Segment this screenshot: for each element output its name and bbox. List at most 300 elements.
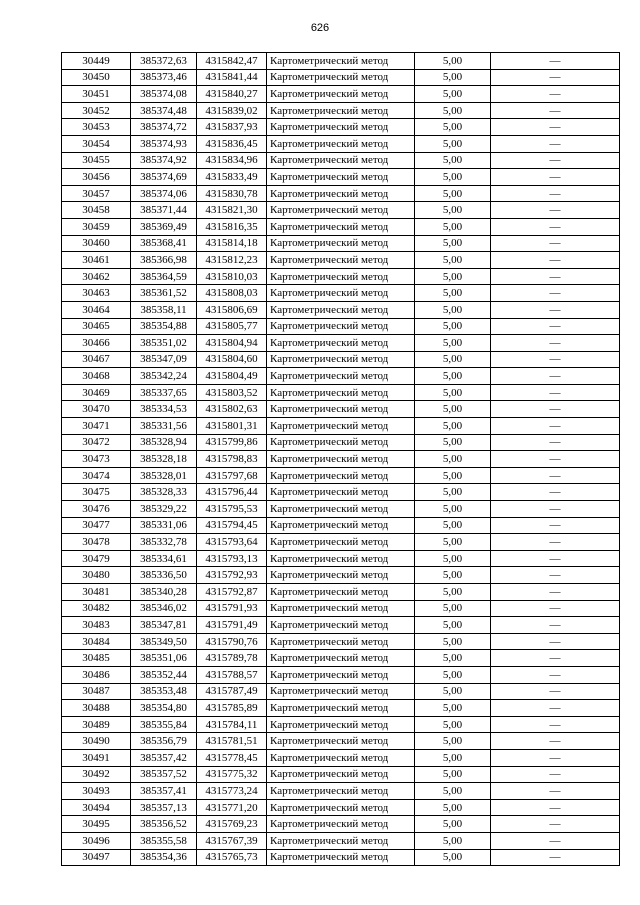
point-number-cell: 30485	[62, 650, 131, 667]
x-coordinate-cell: 385374,48	[131, 102, 197, 119]
point-number-cell: 30463	[62, 285, 131, 302]
table-row	[62, 567, 620, 584]
accuracy-cell: 5,00	[415, 832, 491, 849]
method-cell: Картометрический метод	[267, 318, 415, 335]
y-coordinate-cell: 4315767,39	[197, 832, 267, 849]
table-row	[62, 169, 620, 186]
note-cell: —	[491, 733, 620, 750]
method-cell: Картометрический метод	[267, 733, 415, 750]
table-row	[62, 683, 620, 700]
y-coordinate-cell: 4315793,64	[197, 534, 267, 551]
note-cell: —	[491, 584, 620, 601]
note-cell: —	[491, 567, 620, 584]
table-row	[62, 534, 620, 551]
method-cell: Картометрический метод	[267, 666, 415, 683]
accuracy-cell: 5,00	[415, 550, 491, 567]
x-coordinate-cell: 385366,98	[131, 252, 197, 269]
table-row	[62, 617, 620, 634]
table-row	[62, 600, 620, 617]
table-row	[62, 766, 620, 783]
note-cell: —	[491, 102, 620, 119]
accuracy-cell: 5,00	[415, 185, 491, 202]
table-row	[62, 816, 620, 833]
x-coordinate-cell: 385355,58	[131, 832, 197, 849]
accuracy-cell: 5,00	[415, 816, 491, 833]
method-cell: Картометрический метод	[267, 434, 415, 451]
table-row	[62, 218, 620, 235]
x-coordinate-cell: 385374,92	[131, 152, 197, 169]
y-coordinate-cell: 4315808,03	[197, 285, 267, 302]
note-cell: —	[491, 235, 620, 252]
y-coordinate-cell: 4315769,23	[197, 816, 267, 833]
page-number: 626	[310, 22, 330, 34]
y-coordinate-cell: 4315788,57	[197, 666, 267, 683]
table-row	[62, 733, 620, 750]
y-coordinate-cell: 4315840,27	[197, 86, 267, 103]
point-number-cell: 30449	[62, 53, 131, 70]
accuracy-cell: 5,00	[415, 135, 491, 152]
accuracy-cell: 5,00	[415, 484, 491, 501]
note-cell: —	[491, 285, 620, 302]
table-row	[62, 666, 620, 683]
y-coordinate-cell: 4315834,96	[197, 152, 267, 169]
x-coordinate-cell: 385358,11	[131, 301, 197, 318]
x-coordinate-cell: 385374,72	[131, 119, 197, 136]
accuracy-cell: 5,00	[415, 617, 491, 634]
table-row	[62, 550, 620, 567]
accuracy-cell: 5,00	[415, 783, 491, 800]
table-row	[62, 467, 620, 484]
accuracy-cell: 5,00	[415, 318, 491, 335]
x-coordinate-cell: 385336,50	[131, 567, 197, 584]
note-cell: —	[491, 301, 620, 318]
table-row	[62, 451, 620, 468]
note-cell: —	[491, 534, 620, 551]
method-cell: Картометрический метод	[267, 700, 415, 717]
y-coordinate-cell: 4315804,94	[197, 335, 267, 352]
method-cell: Картометрический метод	[267, 351, 415, 368]
y-coordinate-cell: 4315801,31	[197, 418, 267, 435]
note-cell: —	[491, 434, 620, 451]
point-number-cell: 30450	[62, 69, 131, 86]
x-coordinate-cell: 385374,69	[131, 169, 197, 186]
accuracy-cell: 5,00	[415, 53, 491, 70]
point-number-cell: 30492	[62, 766, 131, 783]
method-cell: Картометрический метод	[267, 384, 415, 401]
method-cell: Картометрический метод	[267, 799, 415, 816]
x-coordinate-cell: 385369,49	[131, 218, 197, 235]
point-number-cell: 30494	[62, 799, 131, 816]
method-cell: Картометрический метод	[267, 451, 415, 468]
point-number-cell: 30487	[62, 683, 131, 700]
y-coordinate-cell: 4315794,45	[197, 517, 267, 534]
y-coordinate-cell: 4315765,73	[197, 849, 267, 866]
accuracy-cell: 5,00	[415, 235, 491, 252]
y-coordinate-cell: 4315814,18	[197, 235, 267, 252]
method-cell: Картометрический метод	[267, 218, 415, 235]
y-coordinate-cell: 4315793,13	[197, 550, 267, 567]
x-coordinate-cell: 385353,48	[131, 683, 197, 700]
y-coordinate-cell: 4315810,03	[197, 268, 267, 285]
method-cell: Картометрический метод	[267, 86, 415, 103]
x-coordinate-cell: 385355,84	[131, 716, 197, 733]
x-coordinate-cell: 385364,59	[131, 268, 197, 285]
note-cell: —	[491, 799, 620, 816]
accuracy-cell: 5,00	[415, 849, 491, 866]
table-row	[62, 285, 620, 302]
method-cell: Картометрический метод	[267, 550, 415, 567]
note-cell: —	[491, 86, 620, 103]
point-number-cell: 30478	[62, 534, 131, 551]
note-cell: —	[491, 451, 620, 468]
method-cell: Картометрический метод	[267, 202, 415, 219]
point-number-cell: 30481	[62, 584, 131, 601]
table-row	[62, 301, 620, 318]
x-coordinate-cell: 385374,93	[131, 135, 197, 152]
x-coordinate-cell: 385328,01	[131, 467, 197, 484]
y-coordinate-cell: 4315816,35	[197, 218, 267, 235]
method-cell: Картометрический метод	[267, 53, 415, 70]
table-row	[62, 517, 620, 534]
y-coordinate-cell: 4315833,49	[197, 169, 267, 186]
table-row	[62, 152, 620, 169]
point-number-cell: 30480	[62, 567, 131, 584]
accuracy-cell: 5,00	[415, 633, 491, 650]
note-cell: —	[491, 617, 620, 634]
y-coordinate-cell: 4315771,20	[197, 799, 267, 816]
x-coordinate-cell: 385351,02	[131, 335, 197, 352]
accuracy-cell: 5,00	[415, 683, 491, 700]
y-coordinate-cell: 4315803,52	[197, 384, 267, 401]
x-coordinate-cell: 385354,36	[131, 849, 197, 866]
accuracy-cell: 5,00	[415, 368, 491, 385]
note-cell: —	[491, 401, 620, 418]
y-coordinate-cell: 4315787,49	[197, 683, 267, 700]
table-row	[62, 368, 620, 385]
y-coordinate-cell: 4315839,02	[197, 102, 267, 119]
point-number-cell: 30456	[62, 169, 131, 186]
note-cell: —	[491, 816, 620, 833]
table-row	[62, 584, 620, 601]
point-number-cell: 30457	[62, 185, 131, 202]
table-row	[62, 102, 620, 119]
method-cell: Картометрический метод	[267, 335, 415, 352]
note-cell: —	[491, 368, 620, 385]
accuracy-cell: 5,00	[415, 434, 491, 451]
x-coordinate-cell: 385328,94	[131, 434, 197, 451]
note-cell: —	[491, 849, 620, 866]
point-number-cell: 30468	[62, 368, 131, 385]
note-cell: —	[491, 832, 620, 849]
table-row	[62, 318, 620, 335]
table-row	[62, 86, 620, 103]
y-coordinate-cell: 4315791,49	[197, 617, 267, 634]
point-number-cell: 30454	[62, 135, 131, 152]
table-row	[62, 202, 620, 219]
accuracy-cell: 5,00	[415, 700, 491, 717]
table-row	[62, 335, 620, 352]
y-coordinate-cell: 4315805,77	[197, 318, 267, 335]
y-coordinate-cell: 4315841,44	[197, 69, 267, 86]
method-cell: Картометрический метод	[267, 832, 415, 849]
y-coordinate-cell: 4315836,45	[197, 135, 267, 152]
accuracy-cell: 5,00	[415, 285, 491, 302]
method-cell: Картометрический метод	[267, 102, 415, 119]
table-row	[62, 799, 620, 816]
accuracy-cell: 5,00	[415, 733, 491, 750]
y-coordinate-cell: 4315792,93	[197, 567, 267, 584]
note-cell: —	[491, 467, 620, 484]
coordinates-table	[61, 52, 620, 866]
note-cell: —	[491, 351, 620, 368]
note-cell: —	[491, 135, 620, 152]
note-cell: —	[491, 169, 620, 186]
x-coordinate-cell: 385368,41	[131, 235, 197, 252]
method-cell: Картометрический метод	[267, 69, 415, 86]
table-row	[62, 633, 620, 650]
point-number-cell: 30451	[62, 86, 131, 103]
y-coordinate-cell: 4315775,32	[197, 766, 267, 783]
method-cell: Картометрический метод	[267, 766, 415, 783]
note-cell: —	[491, 484, 620, 501]
accuracy-cell: 5,00	[415, 268, 491, 285]
table-row	[62, 700, 620, 717]
note-cell: —	[491, 69, 620, 86]
note-cell: —	[491, 650, 620, 667]
x-coordinate-cell: 385352,44	[131, 666, 197, 683]
point-number-cell: 30476	[62, 501, 131, 518]
table-row	[62, 268, 620, 285]
method-cell: Картометрический метод	[267, 235, 415, 252]
method-cell: Картометрический метод	[267, 783, 415, 800]
note-cell: —	[491, 550, 620, 567]
method-cell: Картометрический метод	[267, 517, 415, 534]
table-row	[62, 434, 620, 451]
y-coordinate-cell: 4315802,63	[197, 401, 267, 418]
note-cell: —	[491, 517, 620, 534]
method-cell: Картометрический метод	[267, 484, 415, 501]
method-cell: Картометрический метод	[267, 683, 415, 700]
x-coordinate-cell: 385354,88	[131, 318, 197, 335]
accuracy-cell: 5,00	[415, 202, 491, 219]
point-number-cell: 30474	[62, 467, 131, 484]
method-cell: Картометрический метод	[267, 600, 415, 617]
point-number-cell: 30452	[62, 102, 131, 119]
point-number-cell: 30497	[62, 849, 131, 866]
x-coordinate-cell: 385347,81	[131, 617, 197, 634]
accuracy-cell: 5,00	[415, 517, 491, 534]
method-cell: Картометрический метод	[267, 268, 415, 285]
note-cell: —	[491, 666, 620, 683]
accuracy-cell: 5,00	[415, 501, 491, 518]
point-number-cell: 30464	[62, 301, 131, 318]
table-row	[62, 501, 620, 518]
accuracy-cell: 5,00	[415, 799, 491, 816]
accuracy-cell: 5,00	[415, 301, 491, 318]
y-coordinate-cell: 4315795,53	[197, 501, 267, 518]
accuracy-cell: 5,00	[415, 335, 491, 352]
method-cell: Картометрический метод	[267, 185, 415, 202]
x-coordinate-cell: 385361,52	[131, 285, 197, 302]
table-row	[62, 650, 620, 667]
accuracy-cell: 5,00	[415, 384, 491, 401]
y-coordinate-cell: 4315830,78	[197, 185, 267, 202]
y-coordinate-cell: 4315806,69	[197, 301, 267, 318]
note-cell: —	[491, 202, 620, 219]
x-coordinate-cell: 385342,24	[131, 368, 197, 385]
method-cell: Картометрический метод	[267, 119, 415, 136]
accuracy-cell: 5,00	[415, 567, 491, 584]
method-cell: Картометрический метод	[267, 617, 415, 634]
point-number-cell: 30493	[62, 783, 131, 800]
point-number-cell: 30496	[62, 832, 131, 849]
x-coordinate-cell: 385374,06	[131, 185, 197, 202]
y-coordinate-cell: 4315796,44	[197, 484, 267, 501]
point-number-cell: 30486	[62, 666, 131, 683]
accuracy-cell: 5,00	[415, 749, 491, 766]
accuracy-cell: 5,00	[415, 169, 491, 186]
note-cell: —	[491, 335, 620, 352]
coordinates-table-body	[62, 53, 620, 866]
note-cell: —	[491, 119, 620, 136]
accuracy-cell: 5,00	[415, 451, 491, 468]
y-coordinate-cell: 4315821,30	[197, 202, 267, 219]
table-row	[62, 185, 620, 202]
note-cell: —	[491, 716, 620, 733]
method-cell: Картометрический метод	[267, 152, 415, 169]
method-cell: Картометрический метод	[267, 252, 415, 269]
accuracy-cell: 5,00	[415, 152, 491, 169]
method-cell: Картометрический метод	[267, 135, 415, 152]
point-number-cell: 30483	[62, 617, 131, 634]
x-coordinate-cell: 385351,06	[131, 650, 197, 667]
note-cell: —	[491, 318, 620, 335]
method-cell: Картометрический метод	[267, 749, 415, 766]
accuracy-cell: 5,00	[415, 766, 491, 783]
note-cell: —	[491, 501, 620, 518]
point-number-cell: 30471	[62, 418, 131, 435]
method-cell: Картометрический метод	[267, 368, 415, 385]
point-number-cell: 30489	[62, 716, 131, 733]
y-coordinate-cell: 4315778,45	[197, 749, 267, 766]
table-row	[62, 252, 620, 269]
x-coordinate-cell: 385372,63	[131, 53, 197, 70]
x-coordinate-cell: 385373,46	[131, 69, 197, 86]
point-number-cell: 30469	[62, 384, 131, 401]
y-coordinate-cell: 4315792,87	[197, 584, 267, 601]
x-coordinate-cell: 385328,33	[131, 484, 197, 501]
x-coordinate-cell: 385356,79	[131, 733, 197, 750]
note-cell: —	[491, 600, 620, 617]
table-row	[62, 401, 620, 418]
accuracy-cell: 5,00	[415, 600, 491, 617]
method-cell: Картометрический метод	[267, 584, 415, 601]
point-number-cell: 30453	[62, 119, 131, 136]
point-number-cell: 30495	[62, 816, 131, 833]
point-number-cell: 30488	[62, 700, 131, 717]
point-number-cell: 30491	[62, 749, 131, 766]
table-row	[62, 716, 620, 733]
method-cell: Картометрический метод	[267, 849, 415, 866]
x-coordinate-cell: 385328,18	[131, 451, 197, 468]
point-number-cell: 30482	[62, 600, 131, 617]
accuracy-cell: 5,00	[415, 534, 491, 551]
x-coordinate-cell: 385346,02	[131, 600, 197, 617]
method-cell: Картометрический метод	[267, 650, 415, 667]
method-cell: Картометрический метод	[267, 285, 415, 302]
note-cell: —	[491, 766, 620, 783]
y-coordinate-cell: 4315804,49	[197, 368, 267, 385]
x-coordinate-cell: 385371,44	[131, 202, 197, 219]
table-row	[62, 69, 620, 86]
y-coordinate-cell: 4315790,76	[197, 633, 267, 650]
table-row	[62, 749, 620, 766]
x-coordinate-cell: 385349,50	[131, 633, 197, 650]
y-coordinate-cell: 4315797,68	[197, 467, 267, 484]
table-row	[62, 119, 620, 136]
note-cell: —	[491, 53, 620, 70]
accuracy-cell: 5,00	[415, 102, 491, 119]
note-cell: —	[491, 384, 620, 401]
y-coordinate-cell: 4315812,23	[197, 252, 267, 269]
point-number-cell: 30459	[62, 218, 131, 235]
table-row	[62, 832, 620, 849]
table-row	[62, 418, 620, 435]
point-number-cell: 30460	[62, 235, 131, 252]
y-coordinate-cell: 4315781,51	[197, 733, 267, 750]
table-row	[62, 135, 620, 152]
note-cell: —	[491, 152, 620, 169]
method-cell: Картометрический метод	[267, 716, 415, 733]
point-number-cell: 30465	[62, 318, 131, 335]
y-coordinate-cell: 4315798,83	[197, 451, 267, 468]
accuracy-cell: 5,00	[415, 584, 491, 601]
method-cell: Картометрический метод	[267, 816, 415, 833]
point-number-cell: 30458	[62, 202, 131, 219]
x-coordinate-cell: 385334,53	[131, 401, 197, 418]
accuracy-cell: 5,00	[415, 666, 491, 683]
accuracy-cell: 5,00	[415, 69, 491, 86]
x-coordinate-cell: 385337,65	[131, 384, 197, 401]
x-coordinate-cell: 385356,52	[131, 816, 197, 833]
point-number-cell: 30470	[62, 401, 131, 418]
y-coordinate-cell: 4315789,78	[197, 650, 267, 667]
accuracy-cell: 5,00	[415, 86, 491, 103]
point-number-cell: 30479	[62, 550, 131, 567]
x-coordinate-cell: 385354,80	[131, 700, 197, 717]
method-cell: Картометрический метод	[267, 301, 415, 318]
point-number-cell: 30455	[62, 152, 131, 169]
x-coordinate-cell: 385334,61	[131, 550, 197, 567]
note-cell: —	[491, 783, 620, 800]
method-cell: Картометрический метод	[267, 418, 415, 435]
point-number-cell: 30461	[62, 252, 131, 269]
note-cell: —	[491, 749, 620, 766]
accuracy-cell: 5,00	[415, 650, 491, 667]
point-number-cell: 30475	[62, 484, 131, 501]
method-cell: Картометрический метод	[267, 501, 415, 518]
accuracy-cell: 5,00	[415, 218, 491, 235]
y-coordinate-cell: 4315784,11	[197, 716, 267, 733]
note-cell: —	[491, 683, 620, 700]
note-cell: —	[491, 252, 620, 269]
x-coordinate-cell: 385357,41	[131, 783, 197, 800]
point-number-cell: 30490	[62, 733, 131, 750]
point-number-cell: 30472	[62, 434, 131, 451]
y-coordinate-cell: 4315837,93	[197, 119, 267, 136]
accuracy-cell: 5,00	[415, 252, 491, 269]
table-row	[62, 783, 620, 800]
